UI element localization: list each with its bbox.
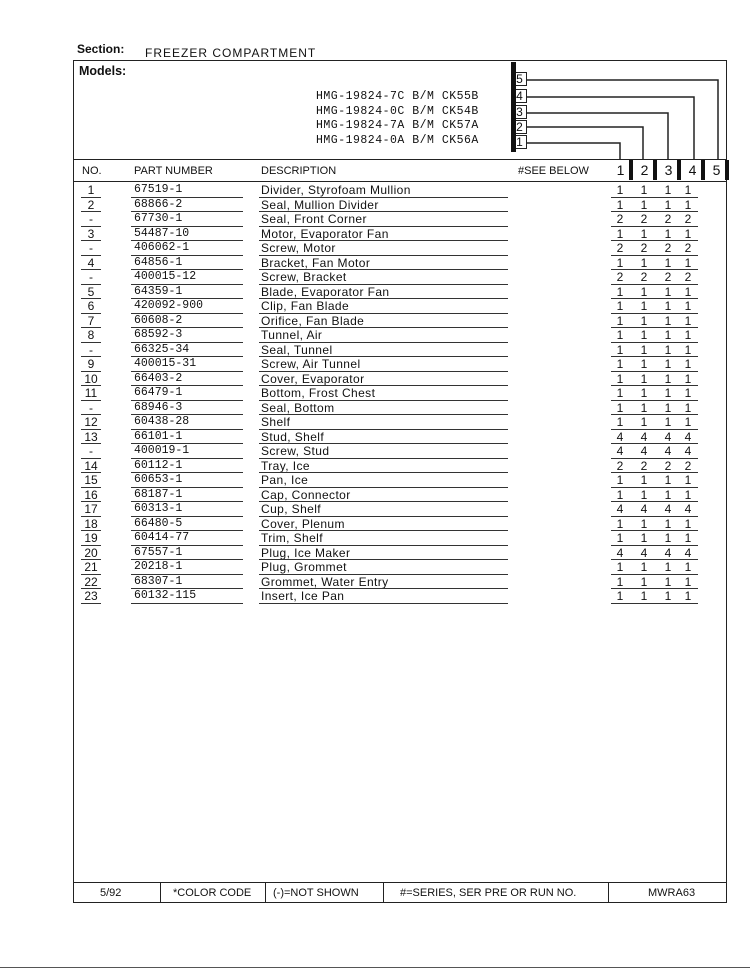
- model-legend-box: 1: [512, 135, 527, 149]
- model-column-separator: [701, 160, 705, 180]
- quantity-cell: 2: [640, 270, 648, 284]
- part-number: 67730-1: [134, 212, 183, 225]
- quantity-cell: 1: [616, 531, 624, 545]
- part-number: 420092-900: [134, 299, 204, 312]
- part-number: 400015-12: [134, 270, 197, 283]
- quantity-cell: 1: [616, 357, 624, 371]
- table-row: [73, 589, 727, 604]
- quantity-cell: 2: [684, 241, 692, 255]
- row-number: 13: [84, 429, 98, 444]
- model-legend-box: 4: [512, 89, 527, 103]
- part-number: 66325-34: [134, 342, 190, 356]
- part-number: 66480-5: [134, 516, 183, 530]
- row-number: 20: [84, 545, 98, 560]
- quantity-cell: 1: [640, 589, 648, 603]
- part-number: 60608-2: [134, 313, 183, 327]
- row-number: 12: [84, 415, 98, 429]
- quantity-cell: 4: [616, 545, 624, 560]
- table-row: [73, 473, 727, 488]
- footer-doc-id: MWRA63: [648, 887, 696, 899]
- part-number: 20218-1: [134, 560, 183, 573]
- quantity-cell: 1: [684, 487, 692, 502]
- quantity-cell: 2: [684, 212, 692, 226]
- row-number: 17: [84, 502, 98, 516]
- section-title: FREEZER COMPARTMENT: [145, 46, 317, 60]
- part-number: 60653-1: [134, 473, 183, 486]
- table-row: [73, 386, 727, 401]
- model-column-separator: [677, 160, 681, 180]
- part-number: 68592-3: [134, 328, 183, 341]
- quantity-cell: 1: [664, 226, 672, 241]
- quantity-cell: 1: [616, 284, 624, 299]
- part-number: 68187-1: [134, 487, 183, 501]
- quantity-cell: 1: [664, 574, 672, 589]
- quantity-cell: 1: [616, 473, 624, 487]
- row-number: -: [89, 212, 93, 226]
- table-row: [73, 444, 727, 459]
- model-column-header: 5: [712, 162, 721, 178]
- quantity-cell: 2: [640, 212, 648, 226]
- model-column-header: 3: [664, 162, 673, 178]
- table-row: [73, 198, 727, 213]
- quantity-cell: 2: [640, 458, 648, 473]
- quantity-cell: 4: [684, 444, 692, 458]
- quantity-cell: 1: [664, 313, 672, 328]
- quantity-cell: 1: [664, 386, 672, 400]
- row-number: 9: [87, 357, 95, 371]
- part-number: 60313-1: [134, 502, 183, 515]
- quantity-cell: 1: [640, 473, 648, 487]
- model-column-separator: [653, 160, 657, 180]
- table-row: [73, 299, 727, 314]
- row-number: 10: [84, 371, 98, 386]
- quantity-cell: 1: [664, 328, 672, 342]
- model-column-header: 2: [640, 162, 649, 178]
- quantity-cell: 1: [640, 400, 648, 415]
- footer-divider: [608, 883, 609, 903]
- header-part-number: PART NUMBER: [134, 165, 213, 177]
- quantity-cell: 1: [640, 284, 648, 299]
- quantity-cell: 1: [684, 183, 692, 197]
- quantity-cell: 1: [664, 531, 672, 545]
- quantity-cell: 2: [664, 212, 672, 226]
- model-line: HMG-19824-0A B/M CK56A: [316, 134, 479, 147]
- quantity-cell: 1: [664, 183, 672, 197]
- quantity-cell: 1: [616, 574, 624, 589]
- quantity-cell: 1: [616, 342, 624, 357]
- quantity-cell: 1: [616, 516, 624, 531]
- quantity-cell: 1: [684, 284, 692, 299]
- table-row: [73, 459, 727, 474]
- part-description: Seal, Front Corner: [261, 212, 367, 226]
- row-number: -: [89, 241, 93, 255]
- footer-series-note: #=SERIES, SER PRE OR RUN NO.: [400, 887, 577, 899]
- quantity-cell: 1: [684, 197, 692, 212]
- quantity-cell: 2: [616, 458, 624, 473]
- part-number: 68866-2: [134, 197, 183, 211]
- quantity-cell: 1: [640, 357, 648, 371]
- quantity-cell: 1: [640, 255, 648, 270]
- quantity-cell: 1: [684, 531, 692, 545]
- section-label: Section:: [77, 42, 125, 56]
- table-row: [73, 560, 727, 575]
- quantity-cell: 1: [640, 487, 648, 502]
- page-bottom-rule: [0, 967, 750, 968]
- part-number: 66479-1: [134, 386, 183, 399]
- model-column-header: 4: [688, 162, 697, 178]
- table-row: [73, 183, 727, 198]
- quantity-cell: 1: [664, 400, 672, 415]
- part-description: Screw, Stud: [261, 444, 330, 458]
- part-number: 64359-1: [134, 284, 183, 298]
- quantity-cell: 4: [616, 502, 624, 516]
- quantity-cell: 2: [684, 270, 692, 284]
- table-row: [73, 401, 727, 416]
- quantity-cell: 1: [684, 473, 692, 487]
- quantity-cell: 1: [640, 531, 648, 545]
- part-description: Bottom, Frost Chest: [261, 386, 376, 400]
- table-row: [73, 343, 727, 358]
- quantity-cell: 1: [616, 371, 624, 386]
- header-rule-bottom: [73, 181, 727, 182]
- model-column-separator: [629, 160, 633, 180]
- row-number: 19: [84, 531, 98, 545]
- row-number: 3: [87, 226, 95, 241]
- part-description: Divider, Styrofoam Mullion: [261, 183, 411, 197]
- part-description: Screw, Air Tunnel: [261, 357, 361, 371]
- part-description: Screw, Bracket: [261, 270, 347, 284]
- quantity-cell: 4: [684, 429, 692, 444]
- quantity-cell: 1: [684, 342, 692, 357]
- part-description: Plug, Grommet: [261, 560, 347, 574]
- footer-not-shown: (-)=NOT SHOWN: [273, 887, 359, 899]
- quantity-cell: 1: [616, 589, 624, 603]
- row-underline: [259, 603, 508, 604]
- row-number: 8: [87, 328, 95, 342]
- table-row: [73, 285, 727, 300]
- row-number: 14: [84, 458, 98, 473]
- part-description: Seal, Mullion Divider: [261, 197, 379, 212]
- quantity-cell: 4: [664, 545, 672, 560]
- part-number: 68946-3: [134, 400, 183, 414]
- row-number: 2: [87, 197, 95, 212]
- part-description: Shelf: [261, 415, 291, 429]
- quantity-cell: 1: [684, 313, 692, 328]
- quantity-cell: 1: [640, 342, 648, 357]
- quantity-cell: 1: [640, 313, 648, 328]
- quantity-cell: 4: [640, 429, 648, 444]
- row-number: 11: [84, 386, 98, 400]
- footer-date: 5/92: [100, 887, 122, 899]
- table-row: [73, 488, 727, 503]
- quantity-cell: 1: [640, 371, 648, 386]
- row-number: 18: [84, 516, 98, 531]
- footer-color-code: *COLOR CODE: [173, 887, 252, 899]
- quantity-cell: 1: [616, 560, 624, 574]
- table-row: [73, 575, 727, 590]
- quantity-cell: 4: [640, 444, 648, 458]
- part-number: 66101-1: [134, 429, 183, 443]
- part-description: Insert, Ice Pan: [261, 589, 345, 603]
- quantity-cell: 1: [616, 183, 624, 197]
- quantity-cell: 1: [664, 357, 672, 371]
- model-legend-box: 2: [512, 120, 527, 134]
- part-description: Seal, Bottom: [261, 400, 335, 415]
- quantity-cell: 1: [616, 415, 624, 429]
- quantity-cell: 4: [640, 545, 648, 560]
- row-number: 23: [84, 589, 98, 603]
- part-description: Orifice, Fan Blade: [261, 313, 365, 328]
- table-row: [73, 546, 727, 561]
- quantity-cell: 4: [664, 429, 672, 444]
- quantity-cell: 1: [664, 487, 672, 502]
- table-row: [73, 270, 727, 285]
- quantity-cell: 1: [616, 487, 624, 502]
- header-see-below: #SEE BELOW: [518, 165, 589, 177]
- quantity-cell: 2: [664, 458, 672, 473]
- row-underline: [611, 603, 698, 604]
- part-number: 60414-77: [134, 531, 190, 544]
- models-label: Models:: [79, 64, 127, 78]
- part-number: 406062-1: [134, 241, 190, 254]
- part-number: 60438-28: [134, 415, 190, 428]
- part-description: Tray, Ice: [261, 458, 310, 473]
- part-description: Bracket, Fan Motor: [261, 255, 371, 270]
- quantity-cell: 1: [616, 255, 624, 270]
- header-description: DESCRIPTION: [261, 165, 337, 177]
- quantity-cell: 2: [616, 212, 624, 226]
- table-row: [73, 212, 727, 227]
- quantity-cell: 1: [664, 255, 672, 270]
- row-number: 1: [87, 183, 95, 197]
- model-column-header: 1: [616, 162, 625, 178]
- model-legend-box: 5: [512, 72, 527, 86]
- footer-divider: [265, 883, 266, 903]
- quantity-cell: 2: [640, 241, 648, 255]
- quantity-cell: 1: [684, 255, 692, 270]
- row-number: 5: [87, 284, 95, 299]
- part-description: Grommet, Water Entry: [261, 574, 389, 589]
- part-description: Cover, Plenum: [261, 516, 345, 531]
- quantity-cell: 1: [684, 560, 692, 574]
- quantity-cell: 1: [616, 400, 624, 415]
- part-description: Cap, Connector: [261, 487, 351, 502]
- model-line: HMG-19824-7C B/M CK55B: [316, 90, 479, 103]
- row-number: 4: [87, 255, 95, 270]
- part-number: 68307-1: [134, 574, 183, 588]
- part-description: Blade, Evaporator Fan: [261, 284, 390, 299]
- part-description: Screw, Motor: [261, 241, 336, 255]
- row-number: 22: [84, 574, 98, 589]
- quantity-cell: 1: [664, 516, 672, 531]
- quantity-cell: 1: [684, 299, 692, 313]
- quantity-cell: 4: [664, 444, 672, 458]
- part-number: 400019-1: [134, 444, 190, 457]
- table-row: [73, 328, 727, 343]
- table-row: [73, 517, 727, 532]
- quantity-cell: 2: [616, 270, 624, 284]
- part-number: 54487-10: [134, 226, 190, 240]
- part-number: 60132-115: [134, 589, 197, 602]
- quantity-cell: 1: [664, 299, 672, 313]
- quantity-cell: 1: [640, 415, 648, 429]
- quantity-cell: 1: [684, 400, 692, 415]
- part-description: Motor, Evaporator Fan: [261, 226, 389, 241]
- footer-divider: [383, 883, 384, 903]
- table-row: [73, 502, 727, 517]
- part-description: Seal, Tunnel: [261, 342, 333, 357]
- part-number: 66403-2: [134, 371, 183, 385]
- quantity-cell: 1: [640, 516, 648, 531]
- quantity-cell: 1: [684, 226, 692, 241]
- quantity-cell: 1: [640, 574, 648, 589]
- quantity-cell: 4: [640, 502, 648, 516]
- quantity-cell: 1: [684, 357, 692, 371]
- quantity-cell: 2: [684, 458, 692, 473]
- quantity-cell: 1: [664, 589, 672, 603]
- row-number: -: [89, 342, 93, 357]
- row-underline: [131, 603, 243, 604]
- table-row: [73, 314, 727, 329]
- row-underline: [81, 603, 101, 604]
- table-row: [73, 256, 727, 271]
- table-row: [73, 430, 727, 445]
- quantity-cell: 2: [664, 270, 672, 284]
- table-row: [73, 241, 727, 256]
- part-description: Clip, Fan Blade: [261, 299, 350, 313]
- quantity-cell: 1: [640, 299, 648, 313]
- part-description: Trim, Shelf: [261, 531, 323, 545]
- quantity-cell: 1: [664, 560, 672, 574]
- part-number: 67557-1: [134, 545, 183, 559]
- part-number: 64856-1: [134, 255, 183, 269]
- quantity-cell: 1: [684, 386, 692, 400]
- table-row: [73, 372, 727, 387]
- quantity-cell: 1: [664, 371, 672, 386]
- quantity-cell: 1: [664, 342, 672, 357]
- row-number: 6: [87, 299, 95, 313]
- part-description: Plug, Ice Maker: [261, 545, 351, 560]
- part-number: 400015-31: [134, 357, 197, 370]
- quantity-cell: 1: [664, 284, 672, 299]
- quantity-cell: 1: [640, 226, 648, 241]
- table-row: [73, 357, 727, 372]
- quantity-cell: 1: [640, 183, 648, 197]
- row-number: -: [89, 270, 93, 284]
- row-number: 15: [84, 473, 98, 487]
- table-row: [73, 227, 727, 242]
- part-number: 67519-1: [134, 183, 183, 196]
- quantity-cell: 1: [684, 589, 692, 603]
- footer-divider: [160, 883, 161, 903]
- part-description: Cup, Shelf: [261, 502, 322, 516]
- quantity-cell: 1: [684, 371, 692, 386]
- row-number: -: [89, 400, 93, 415]
- part-description: Pan, Ice: [261, 473, 309, 487]
- model-column-separator: [725, 160, 729, 180]
- model-line: HMG-19824-0C B/M CK54B: [316, 105, 479, 118]
- quantity-cell: 1: [684, 516, 692, 531]
- table-row: [73, 531, 727, 546]
- quantity-cell: 1: [640, 328, 648, 342]
- part-description: Stud, Shelf: [261, 429, 325, 444]
- quantity-cell: 1: [616, 226, 624, 241]
- part-number: 60112-1: [134, 458, 183, 472]
- quantity-cell: 1: [664, 197, 672, 212]
- footer-rule: [73, 882, 727, 883]
- quantity-cell: 4: [616, 429, 624, 444]
- quantity-cell: 1: [684, 415, 692, 429]
- quantity-cell: 4: [684, 545, 692, 560]
- quantity-cell: 1: [640, 560, 648, 574]
- table-row: [73, 415, 727, 430]
- model-legend-box: 3: [512, 105, 527, 119]
- quantity-cell: 1: [664, 473, 672, 487]
- quantity-cell: 1: [616, 299, 624, 313]
- quantity-cell: 1: [640, 386, 648, 400]
- quantity-cell: 1: [616, 197, 624, 212]
- part-description: Cover, Evaporator: [261, 371, 365, 386]
- quantity-cell: 1: [684, 574, 692, 589]
- row-number: -: [89, 444, 93, 458]
- quantity-cell: 1: [616, 386, 624, 400]
- quantity-cell: 1: [684, 328, 692, 342]
- quantity-cell: 1: [640, 197, 648, 212]
- quantity-cell: 1: [664, 415, 672, 429]
- quantity-cell: 4: [616, 444, 624, 458]
- header-no: NO.: [82, 165, 102, 177]
- row-number: 16: [84, 487, 98, 502]
- quantity-cell: 4: [684, 502, 692, 516]
- row-number: 7: [87, 313, 95, 328]
- quantity-cell: 2: [616, 241, 624, 255]
- quantity-cell: 1: [616, 313, 624, 328]
- model-line: HMG-19824-7A B/M CK57A: [316, 119, 479, 132]
- quantity-cell: 1: [616, 328, 624, 342]
- part-description: Tunnel, Air: [261, 328, 323, 342]
- quantity-cell: 2: [664, 241, 672, 255]
- row-number: 21: [84, 560, 98, 574]
- quantity-cell: 4: [664, 502, 672, 516]
